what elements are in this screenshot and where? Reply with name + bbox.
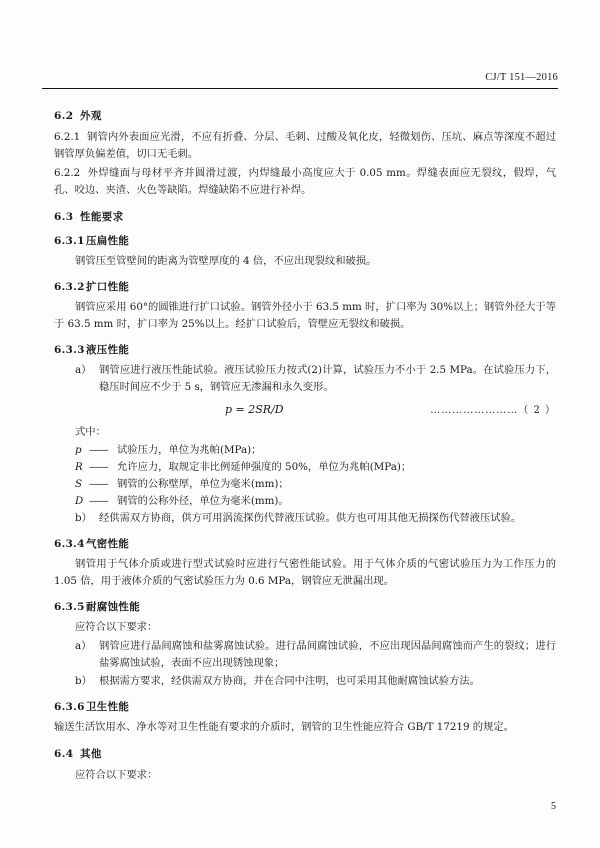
definition-line (75, 442, 556, 459)
heading-6-3-3 (54, 342, 556, 357)
heading-6-3-6-number: 6.3.6 (54, 701, 85, 713)
definition-dash: —— (89, 460, 108, 473)
definition-symbol: R (75, 460, 83, 473)
paragraph-6-3-5-intro: 应符合以下要求： (75, 621, 158, 633)
heading-6-3-5-title: 耐腐蚀性能 (86, 601, 140, 613)
list-item (75, 362, 556, 396)
formula-expression: p = 2SR/D (225, 403, 284, 416)
heading-6-3-5-number: 6.3.5 (54, 601, 85, 613)
page-header-standard-code: CJ/T 151—2016 (485, 72, 558, 83)
heading-6-3 (54, 209, 556, 224)
list-text-a: 钢管应进行液压性能试验。液压试验压力按式(2)计算，试验压力不小于 2.5 MPa。在试验压力下，稳压时间应不少于 5 s，钢管应无渗漏和永久变形。 (99, 364, 556, 393)
heading-6-3-6 (54, 699, 556, 714)
heading-6-3-3-title: 液压性能 (86, 344, 130, 356)
heading-6-4 (54, 746, 556, 761)
definition-desc: 允许应力，取规定非比例延伸强度的 50%，单位为兆帕(MPa)； (117, 460, 412, 473)
list-marker-a: a） (75, 640, 92, 652)
heading-6-3-3-number: 6.3.3 (54, 344, 85, 356)
list-marker-b: b） (75, 512, 92, 524)
heading-6-3-1-title: 压扁性能 (86, 235, 130, 247)
list-text-b: 根据需方要求，经供需双方协商，并在合同中注明，也可采用其他耐腐蚀试验方法。 (99, 675, 480, 687)
paragraph-6-2-1 (54, 129, 556, 163)
list-item (75, 673, 556, 690)
definition-dash: —— (89, 443, 108, 456)
heading-6-2 (54, 108, 556, 123)
definition-desc: 钢管的公称外径，单位为毫米(mm)。 (117, 494, 289, 507)
corrosion-list (75, 638, 556, 690)
heading-6-3-2 (54, 279, 556, 294)
heading-6-3-2-title: 扩口性能 (86, 281, 130, 293)
page-content (54, 98, 556, 786)
header-divider (42, 88, 558, 89)
heading-6-3-4-number: 6.3.4 (54, 538, 85, 550)
page-number: 5 (551, 801, 556, 812)
formula-row (75, 401, 556, 420)
heading-6-3-4-title: 气密性能 (86, 538, 130, 550)
definition-dash: —— (89, 477, 108, 490)
definition-symbol: D (75, 494, 84, 507)
paragraph-6-3-4-body: 钢管用于气体介质或进行型式试验时应进行气密性能试验。用于气体介质的气密试验压力为工作压力的 1.05 倍，用于液体介质的气密试验压力为 0.6 MPa，钢管应无泄漏出现。 (54, 558, 556, 587)
paragraph-6-3-6-body: 输送生活饮用水、净水等对卫生性能有要求的介质时，钢管的卫生性能应符合 GB/T 17219 的规定。 (54, 721, 514, 733)
paragraph-6-2-2 (54, 165, 556, 199)
definition-symbol: p (75, 443, 82, 456)
paragraph-6-2-1-text: 钢管内外表面应光滑，不应有折叠、分层、毛刺、过酸及氧化皮，轻微划伤、压坑、麻点等深度不超过钢管厚负偏差值，切口无毛刺。 (54, 131, 557, 160)
heading-6-3-title: 性能要求 (80, 211, 124, 223)
paragraph-6-3-1-body: 钢管压至管壁间的距离为管壁厚度的 4 倍，不应出现裂纹和破损。 (75, 255, 377, 267)
definition-symbol: S (75, 477, 83, 490)
formula-number: ……………………（ 2 ） (430, 405, 556, 416)
heading-6-3-2-number: 6.3.2 (54, 281, 85, 293)
heading-6-3-1-number: 6.3.1 (54, 235, 85, 247)
list-marker-b: b） (75, 675, 92, 687)
list-text-b: 经供需双方协商，供方可用涡流探伤代替液压试验。供方也可用其他无损探伤代替液压试验。 (99, 512, 522, 524)
heading-6-3-6-title: 卫生性能 (86, 701, 130, 713)
heading-6-2-title: 外观 (80, 110, 102, 122)
liquid-pressure-list (75, 362, 556, 527)
definition-dash: —— (89, 494, 108, 507)
paragraph-6-4-body: 应符合以下要求： (75, 769, 158, 781)
definition-line (75, 459, 556, 476)
paragraph-6-2-2-text: 外焊缝面与母材平齐并圆滑过渡，内焊缝最小高度应大于 0.05 mm。焊缝表面应无裂纹，假焊，气孔、咬边、夹渣、火色等缺陷。焊缝缺陷不应进行补焊。 (54, 167, 557, 196)
heading-6-3-number: 6.3 (54, 211, 74, 223)
where-label: 式中： (75, 426, 106, 438)
heading-6-4-number: 6.4 (54, 748, 74, 760)
heading-6-3-5 (54, 599, 556, 614)
paragraph-6-2-2-number: 6.2.2 (54, 167, 81, 179)
paragraph-6-2-1-number: 6.2.1 (54, 131, 81, 143)
paragraph-6-3-2-body: 钢管应采用 60°的圆锥进行扩口试验。钢管外径小于 63.5 mm 时，扩口率为 30%以上；钢管外径大于等于 63.5 mm 时，扩口率为 25%以上。经扩口试验后，管壁应无裂纹和破损。 (54, 301, 556, 330)
definition-desc: 钢管的公称壁厚，单位为毫米(mm)； (117, 477, 289, 490)
heading-6-3-1 (54, 233, 556, 248)
heading-6-2-number: 6.2 (54, 110, 74, 122)
heading-6-4-title: 其他 (80, 748, 102, 760)
definition-line (75, 476, 556, 493)
list-text-a: 钢管应进行晶间腐蚀和盐雾腐蚀试验。进行晶间腐蚀试验，不应出现因晶间腐蚀而产生的裂纹；进行盐雾腐蚀试验，表面不应出现锈蚀现象； (99, 640, 556, 669)
list-item (75, 510, 556, 527)
definition-desc: 试验压力，单位为兆帕(MPa)； (117, 443, 262, 456)
list-marker-a: a） (75, 364, 92, 376)
definition-line (75, 493, 556, 510)
list-item (75, 638, 556, 672)
heading-6-3-4 (54, 536, 556, 551)
